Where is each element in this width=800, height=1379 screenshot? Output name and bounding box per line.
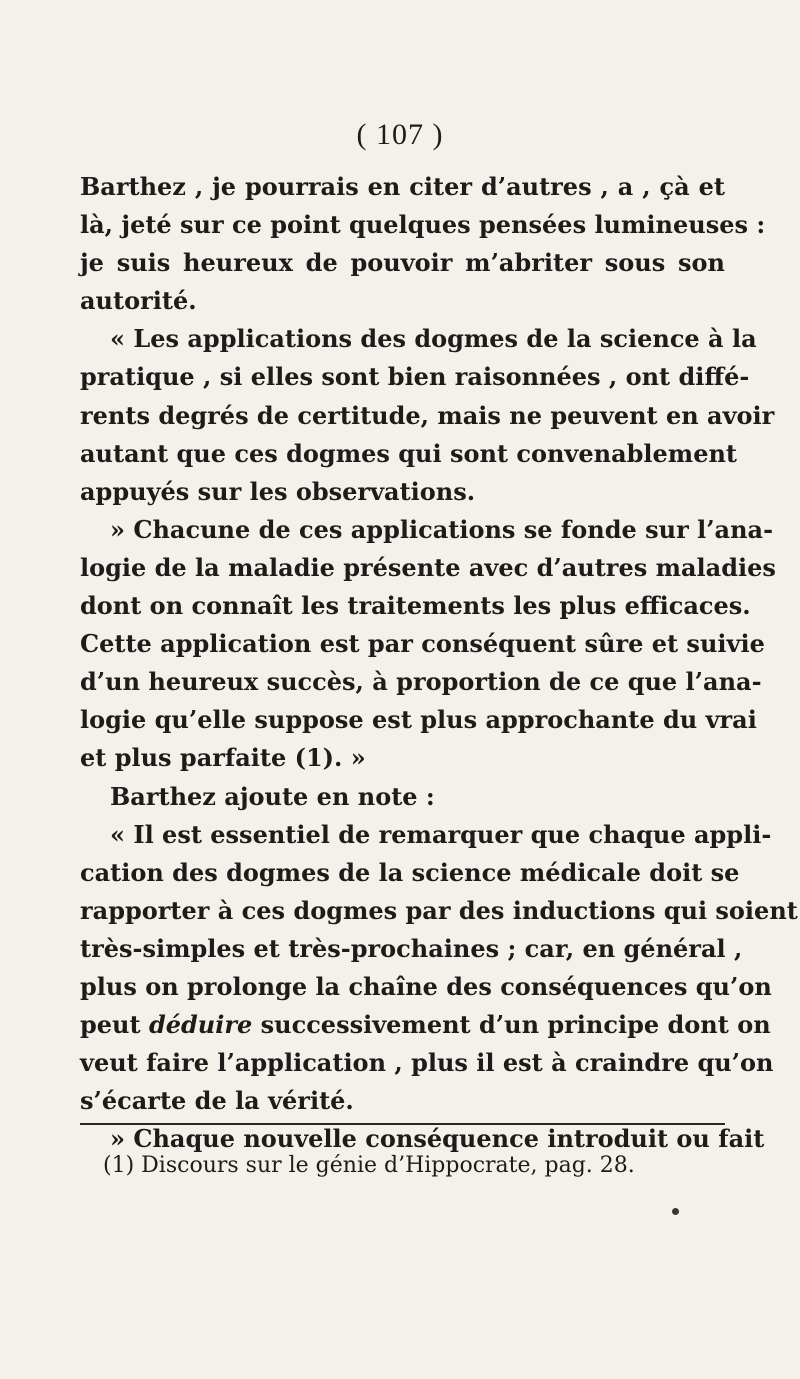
text-line: Barthez ajoute en note : xyxy=(110,781,435,811)
footnote: (1) Discours sur le génie d’Hippocrate, pag. 28. xyxy=(103,1153,635,1178)
text-line: et plus parfaite (1). » xyxy=(80,743,366,773)
text-line: pratique , si elles sont bien raisonnées , ont diffé- xyxy=(80,362,750,392)
text-line: dont on connaît les traitements les plus efficaces. xyxy=(80,591,751,621)
text-line: autorité. xyxy=(80,286,197,316)
text-line: autant que ces dogmes qui sont convenablement xyxy=(80,438,737,468)
text-line: veut faire l’application , plus il est à craindre qu’on xyxy=(80,1048,774,1078)
text-line: plus on prolonge la chaîne des conséquences qu’on xyxy=(80,971,772,1001)
body-text xyxy=(80,168,798,1158)
text-line: logie qu’elle suppose est plus approchante du vrai xyxy=(80,705,757,735)
text-line: s’écarte de la vérité. xyxy=(80,1086,354,1116)
text-line: » Chacune de ces applications se fonde sur l’ana- xyxy=(110,514,774,544)
text-line: « Les applications des dogmes de la science à la xyxy=(110,324,757,354)
text-line: appuyés sur les observations. xyxy=(80,476,476,506)
text-line: d’un heureux succès, à proportion de ce que l’ana- xyxy=(80,667,762,697)
text-line: « Il est essentiel de remarquer que chaque appli- xyxy=(110,819,772,849)
page-number: ( 107 ) xyxy=(356,118,444,151)
text-line: cation des dogmes de la science médicale doit se xyxy=(80,857,740,887)
text-line: rents degrés de certitude, mais ne peuvent en avoir xyxy=(80,400,775,430)
text-line: je suis heureux de pouvoir m’abriter sous son xyxy=(80,248,725,278)
text-line: logie de la maladie présente avec d’autres maladies xyxy=(80,552,776,582)
emphasized-word: déduire xyxy=(148,1010,253,1040)
footnote-separator xyxy=(80,1123,725,1125)
text-line: Cette application est par conséquent sûre et suivie xyxy=(80,629,765,659)
text-line: très-simples et très-prochaines ; car, en général , xyxy=(80,933,743,963)
text-line: rapporter à ces dogmes par des inductions qui soient xyxy=(80,895,798,925)
text-line: là, jeté sur ce point quelques pensées lumineuses : xyxy=(80,210,766,240)
text-line: Barthez , je pourrais en citer d’autres , a , çà et xyxy=(80,172,725,201)
ink-speck-icon xyxy=(672,1208,679,1215)
text-line: » Chaque nouvelle conséquence introduit ou fait xyxy=(110,1124,765,1154)
text-line: peut déduire successivement d’un principe dont on xyxy=(80,1010,771,1040)
